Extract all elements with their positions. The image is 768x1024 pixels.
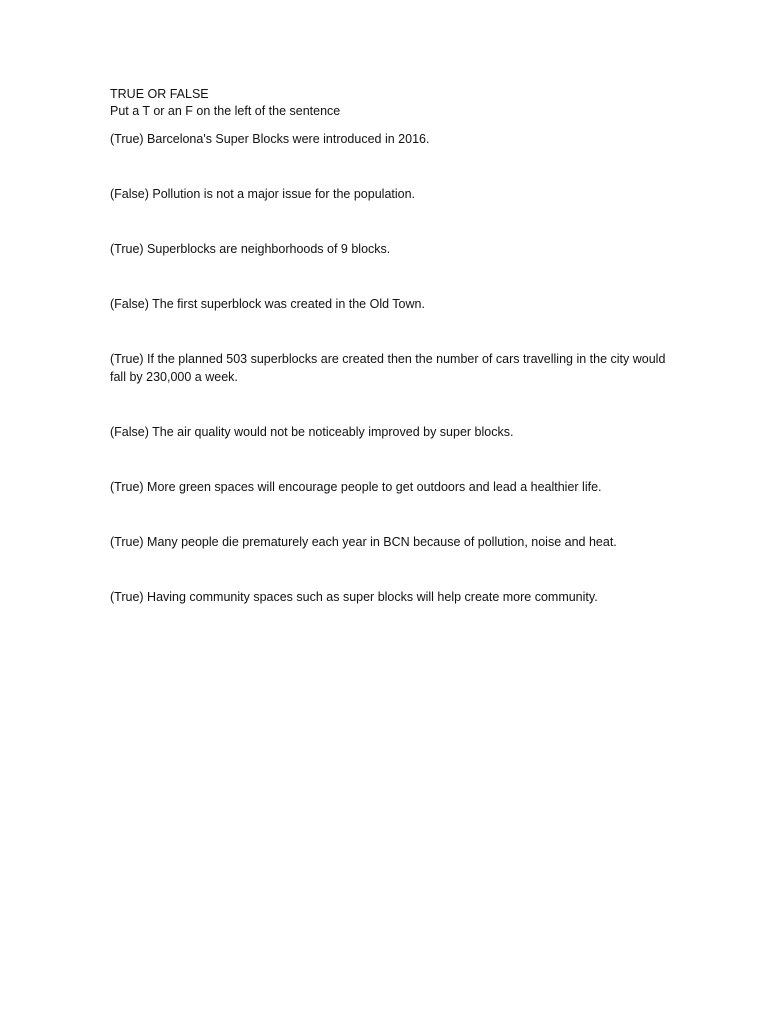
statement-list: [110, 130, 670, 606]
statement-2: (False) Pollution is not a major issue for the population.: [110, 187, 416, 201]
statement-1: (True) Barcelona's Super Blocks were introduced in 2016.: [110, 132, 430, 146]
statement-3: (True) Superblocks are neighborhoods of 9 blocks.: [110, 242, 391, 256]
worksheet-instructions: Put a T or an F on the left of the sentence: [110, 104, 341, 118]
statement-4: (False) The first superblock was created in the Old Town.: [110, 297, 425, 311]
statement-5: (True) If the planned 503 superblocks are created then the number of cars travelling in the city would fall by 230,000 a week.: [110, 352, 666, 384]
statement-9: (True) Having community spaces such as super blocks will help create more community.: [110, 590, 598, 604]
statement-6: (False) The air quality would not be noticeably improved by super blocks.: [110, 425, 514, 439]
statement-7: (True) More green spaces will encourage people to get outdoors and lead a healthier life.: [110, 480, 602, 494]
worksheet-page: [110, 86, 670, 606]
statement-8: (True) Many people die prematurely each year in BCN because of pollution, noise and heat.: [110, 535, 617, 549]
worksheet-title: TRUE OR FALSE: [110, 87, 209, 101]
